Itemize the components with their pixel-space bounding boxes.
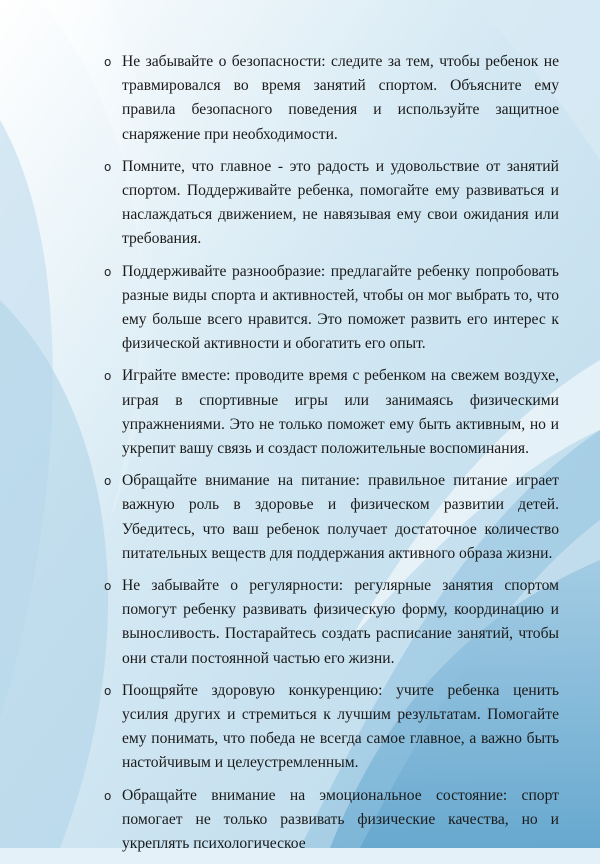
list-item: [104, 155, 559, 252]
list-item: [104, 574, 559, 671]
list-item-text: Обращайте внимание на эмоциональное состояние: спорт помогает не только развивать физические качества, но и укреплять психологическое: [122, 786, 559, 853]
bullet-icon: o: [104, 579, 112, 594]
bullet-icon: o: [104, 788, 112, 803]
list-item: [104, 364, 559, 461]
list-item-text: Не забывайте о регулярности: регулярные занятия спортом помогут ребенку развивать физическую форму, координацию и выносливость. Постарайтесь создать расписание занятий, чтобы они стали постоянной частью его жизни.: [122, 577, 559, 667]
list-item: [104, 784, 559, 857]
bullet-icon: o: [104, 474, 112, 489]
bullet-icon: o: [104, 264, 112, 279]
list-item: [104, 679, 559, 776]
bullet-icon: o: [104, 683, 112, 698]
list-item-text: Поддерживайте разнообразие: предлагайте ребенку попробовать разные виды спорта и активностей, чтобы он мог выбрать то, что ему больше всего нравится. Это поможет развить его интерес к физической активности и обогатить его опыт.: [122, 262, 559, 353]
list-item-text: Помните, что главное - это радость и удовольствие от занятий спортом. Поддерживайте ребенка, помогайте ему развиваться и наслаждаться движением, не навязывая ему свои ожидания или требования.: [122, 157, 559, 248]
bullet-icon: o: [104, 159, 112, 174]
list-item: [104, 469, 559, 566]
list-item: [104, 260, 559, 357]
list-item-text: Играйте вместе: проводите время с ребенком на свежем воздухе, играя в спортивные игры или занимаясь физическими упражнениями. Это не только поможет ему быть активным, но и укрепит вашу связь и создаст положительные воспоминания.: [122, 367, 559, 458]
tips-list: [104, 50, 559, 864]
list-item-text: Не забывайте о безопасности: следите за тем, чтобы ребенок не травмировался во время занятий спортом. Объясните ему правила безопасного поведения и используйте защитное снаряжение при необходимости.: [122, 53, 559, 143]
list-item: [104, 50, 559, 147]
bullet-icon: o: [104, 55, 112, 69]
list-item-text: Обращайте внимание на питание: правильное питание играет важную роль в здоровье и физическом развитии детей. Убедитесь, что ваш ребенок получает достаточное количество питательных веществ для поддержания активного образа жизни.: [122, 472, 559, 562]
list-item-text: Поощряйте здоровую конкуренцию: учите ребенка ценить усилия других и стремиться к лучшим результатам. Помогайте ему понимать, что победа не всегда самое главное, а важно быть настойчивым и целеустремленным.: [122, 681, 559, 772]
bullet-icon: o: [104, 369, 112, 384]
